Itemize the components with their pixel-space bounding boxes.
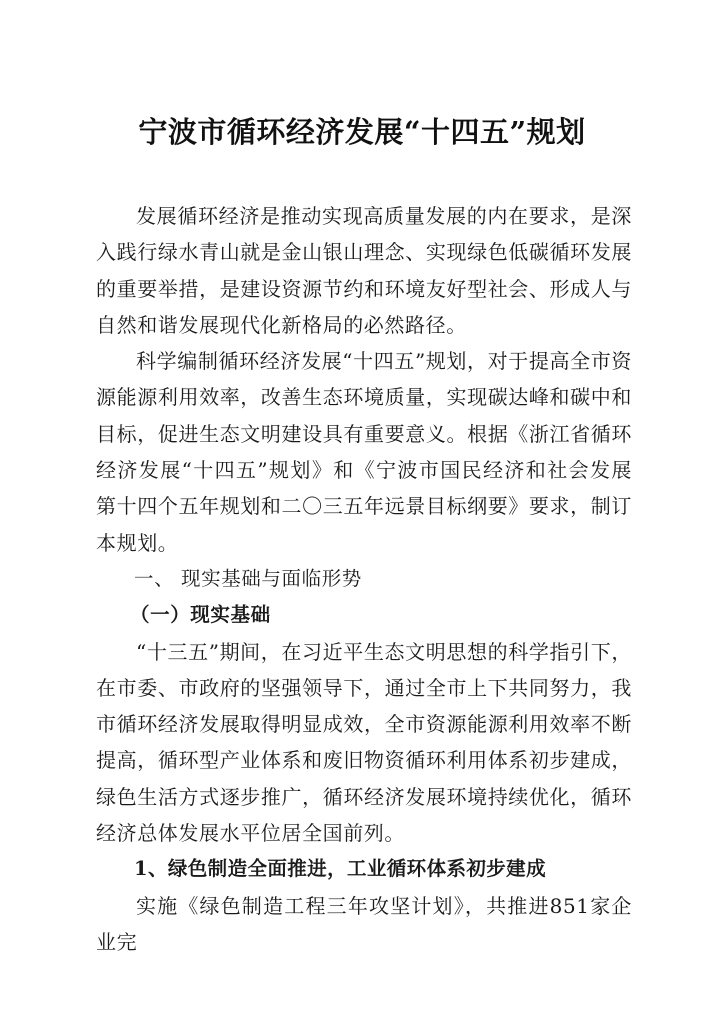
intro-paragraph-1: 发展循环经济是推动实现高质量发展的内在要求，是深入践行绿水青山就是金山银山理念、实现绿色低碳循环发展的重要举措，是建设资源节约和环境友好型社会、形成人与自然和谐发展现代化新格局的必然路径。: [96, 204, 632, 337]
document-body: [96, 198, 632, 960]
item-1-heading: 1、绿色制造全面推进，工业循环体系初步建成: [134, 857, 546, 881]
document-title: 宁波市循环经济发展“十四五”规划: [138, 115, 586, 149]
basis-paragraph: “十三五”期间，在习近平生态文明思想的科学指引下，在市委、市政府的坚强领导下，通过全市上下共同努力，我市循环经济发展取得明显成效，全市资源能源利用效率不断提高，循环型产业体系和废旧物资循环利用体系初步建成，绿色生活方式逐步推广，循环经济发展环境持续优化，循环经济总体发展水平位居全国前列。: [96, 639, 632, 846]
intro-paragraph-2: 科学编制循环经济发展“十四五”规划，对于提高全市资源能源利用效率，改善生态环境质量，实现碳达峰和碳中和目标，促进生态文明建设具有重要意义。根据《浙江省循环经济发展“十四五”规划》和《宁波市国民经济和社会发展第十四个五年规划和二〇三五年远景目标纲要》要求，制订本规划。: [96, 349, 632, 555]
subsection-1-heading: （一）现实基础: [130, 603, 271, 627]
section-1-heading: 一、 现实基础与面临形势: [134, 566, 362, 590]
item-1-paragraph: 实施《绿色制造工程三年攻坚计划》，共推进851家企业完: [96, 893, 632, 954]
